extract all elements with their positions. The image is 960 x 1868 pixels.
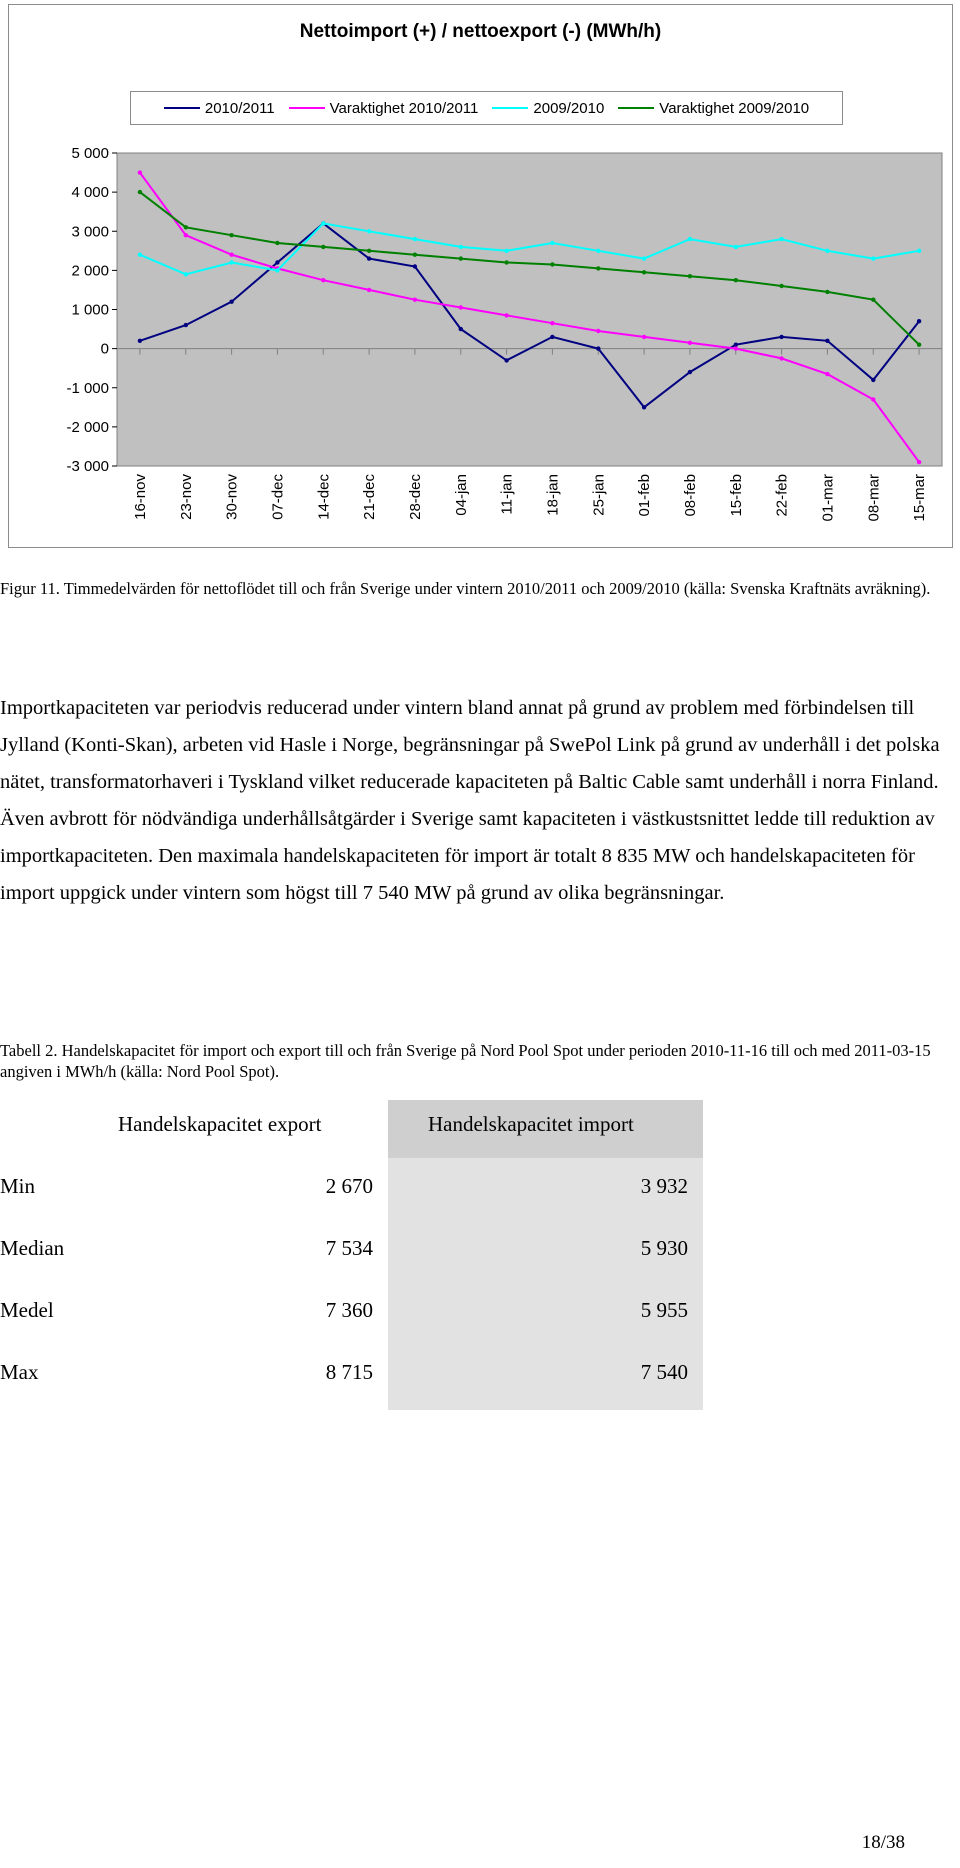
data-point: [184, 272, 188, 276]
data-point: [184, 233, 188, 237]
x-tick-label: 08-mar: [865, 474, 883, 522]
data-point: [459, 245, 463, 249]
header-export: Handelskapacitet export: [118, 1112, 322, 1136]
data-point: [138, 170, 142, 174]
x-tick-label: 01-feb: [636, 474, 654, 517]
data-point: [825, 372, 829, 376]
x-tick-label: 30-nov: [223, 474, 241, 520]
data-point: [229, 260, 233, 264]
data-point: [459, 305, 463, 309]
data-point: [138, 190, 142, 194]
legend-label: 2009/2010: [533, 99, 605, 117]
data-point: [825, 290, 829, 294]
x-tick-label: 15-feb: [727, 474, 745, 517]
data-point: [413, 298, 417, 302]
cell-import-medel: 5 955: [640, 1298, 688, 1322]
data-point: [275, 268, 279, 272]
x-tick-label: 25-jan: [590, 474, 608, 516]
x-tick-label: 01-mar: [819, 474, 837, 522]
legend-label: Varaktighet 2010/2011: [329, 99, 479, 117]
data-point: [504, 313, 508, 317]
data-point: [642, 256, 646, 260]
data-point: [688, 274, 692, 278]
data-point: [825, 249, 829, 253]
table-caption: Tabell 2. Handelskapacitet för import och export till och från Sverige på Nord Pool Spot under perioden 2010-11-16 till och med 2011-03-15 angiven i MWh/h (källa: Nord Pool Spot).: [0, 1041, 931, 1081]
data-point: [459, 256, 463, 260]
x-tick-label: 21-dec: [361, 474, 379, 520]
x-tick-label: 04-jan: [452, 474, 470, 516]
x-tick-label: 28-dec: [406, 474, 424, 520]
data-point: [275, 241, 279, 245]
y-tick-label: 5 000: [71, 145, 109, 162]
data-point: [917, 249, 921, 253]
data-point: [596, 329, 600, 333]
data-point: [550, 262, 554, 266]
y-tick-label: 4 000: [71, 184, 109, 202]
data-point: [321, 221, 325, 225]
chart-frame: [8, 4, 953, 548]
cell-export-medel: 7 360: [325, 1298, 373, 1322]
y-tick-label: -3 000: [66, 458, 109, 475]
data-point: [321, 278, 325, 282]
data-point: [367, 229, 371, 233]
capacity-table: [0, 1100, 705, 1410]
data-point: [459, 327, 463, 331]
header-import: Handelskapacitet import: [428, 1112, 634, 1136]
x-tick-label: 08-feb: [681, 474, 699, 517]
data-point: [367, 256, 371, 260]
data-point: [184, 225, 188, 229]
data-point: [229, 233, 233, 237]
data-point: [734, 278, 738, 282]
data-point: [642, 335, 646, 339]
data-point: [229, 253, 233, 257]
data-point: [413, 237, 417, 241]
data-point: [734, 346, 738, 350]
x-tick-label: 14-dec: [315, 474, 333, 520]
x-tick-label: 22-feb: [773, 474, 791, 517]
x-tick-label: 23-nov: [177, 474, 195, 520]
data-point: [871, 378, 875, 382]
y-tick-label: 1 000: [71, 301, 109, 319]
y-tick-label: 0: [100, 340, 109, 358]
data-point: [642, 270, 646, 274]
data-point: [229, 300, 233, 304]
data-point: [596, 249, 600, 253]
cell-import-max: 7 540: [640, 1360, 688, 1384]
data-point: [734, 343, 738, 347]
page-number: 18/38: [861, 1832, 905, 1853]
legend-label: 2010/2011: [204, 99, 275, 117]
data-point: [504, 249, 508, 253]
figure-caption: Figur 11. Timmedelvärden för nettoflödet till och från Sverige under vintern 2010/2011 och 2009/2010 (källa: Svenska Kraftnäts avräkning).: [0, 579, 931, 598]
data-point: [550, 335, 554, 339]
data-point: [642, 405, 646, 409]
data-point: [504, 358, 508, 362]
data-point: [779, 284, 783, 288]
data-point: [871, 397, 875, 401]
row-label-medel: Medel: [0, 1298, 54, 1322]
data-point: [734, 245, 738, 249]
body-paragraph: Importkapaciteten var periodvis reducerad under vintern bland annat på grund av problem med förbindelsen till Jylland (Konti-Skan), arbeten vid Hasle i Norge, begränsningar på SwePol Link på grund av underhåll i det polska nätet, transformatorhaveri i Tyskland vilket reducerade kapaciteten på Baltic Cable samt underhåll i norra Finland. Även avbrott för nödvändiga underhållsåtgärder i Sverige samt kapaciteten i västkustsnittet ledde till reduktion av importkapaciteten. Den maximala handelskapaciteten för import är totalt 8 835 MW och handelskapaciteten för import uppgick under vintern som högst till 7 540 MW på grund av olika begränsningar.: [0, 697, 940, 904]
y-tick-label: 2 000: [71, 262, 109, 280]
data-point: [688, 237, 692, 241]
data-point: [504, 260, 508, 264]
data-point: [688, 341, 692, 345]
legend-label: Varaktighet 2009/2010: [659, 99, 810, 117]
data-point: [917, 460, 921, 464]
x-tick-label: 15-mar: [911, 474, 929, 522]
data-point: [184, 323, 188, 327]
data-point: [825, 339, 829, 343]
data-point: [596, 266, 600, 270]
data-point: [367, 288, 371, 292]
x-tick-label: 11-jan: [498, 474, 516, 515]
row-label-max: Max: [0, 1360, 39, 1384]
data-point: [550, 241, 554, 245]
y-tick-label: -1 000: [66, 379, 109, 397]
cell-import-min: 3 932: [640, 1174, 688, 1198]
data-point: [917, 343, 921, 347]
data-point: [321, 245, 325, 249]
data-point: [779, 237, 783, 241]
data-point: [275, 260, 279, 264]
cell-export-min: 2 670: [325, 1174, 373, 1198]
x-tick-label: 07-dec: [269, 474, 287, 520]
cell-export-max: 8 715: [325, 1360, 373, 1384]
row-label-median: Median: [0, 1236, 65, 1260]
data-point: [550, 321, 554, 325]
y-tick-label: 3 000: [71, 223, 109, 241]
chart-title: Nettoimport (+) / nettoexport (-) (MWh/h): [299, 21, 662, 42]
data-point: [413, 264, 417, 268]
cell-export-median: 7 534: [325, 1236, 373, 1260]
data-point: [138, 339, 142, 343]
data-point: [138, 253, 142, 257]
data-point: [367, 249, 371, 253]
data-point: [413, 253, 417, 257]
x-tick-label: 18-jan: [544, 474, 562, 516]
line-chart: [9, 5, 952, 547]
data-point: [779, 335, 783, 339]
data-point: [917, 319, 921, 323]
plot-area: [117, 153, 942, 466]
y-tick-label: -2 000: [66, 418, 109, 436]
x-tick-label: 16-nov: [131, 474, 149, 520]
data-point: [779, 356, 783, 360]
data-point: [688, 370, 692, 374]
data-point: [871, 256, 875, 260]
data-point: [596, 346, 600, 350]
cell-import-median: 5 930: [640, 1236, 688, 1260]
row-label-min: Min: [0, 1174, 36, 1198]
data-point: [871, 298, 875, 302]
